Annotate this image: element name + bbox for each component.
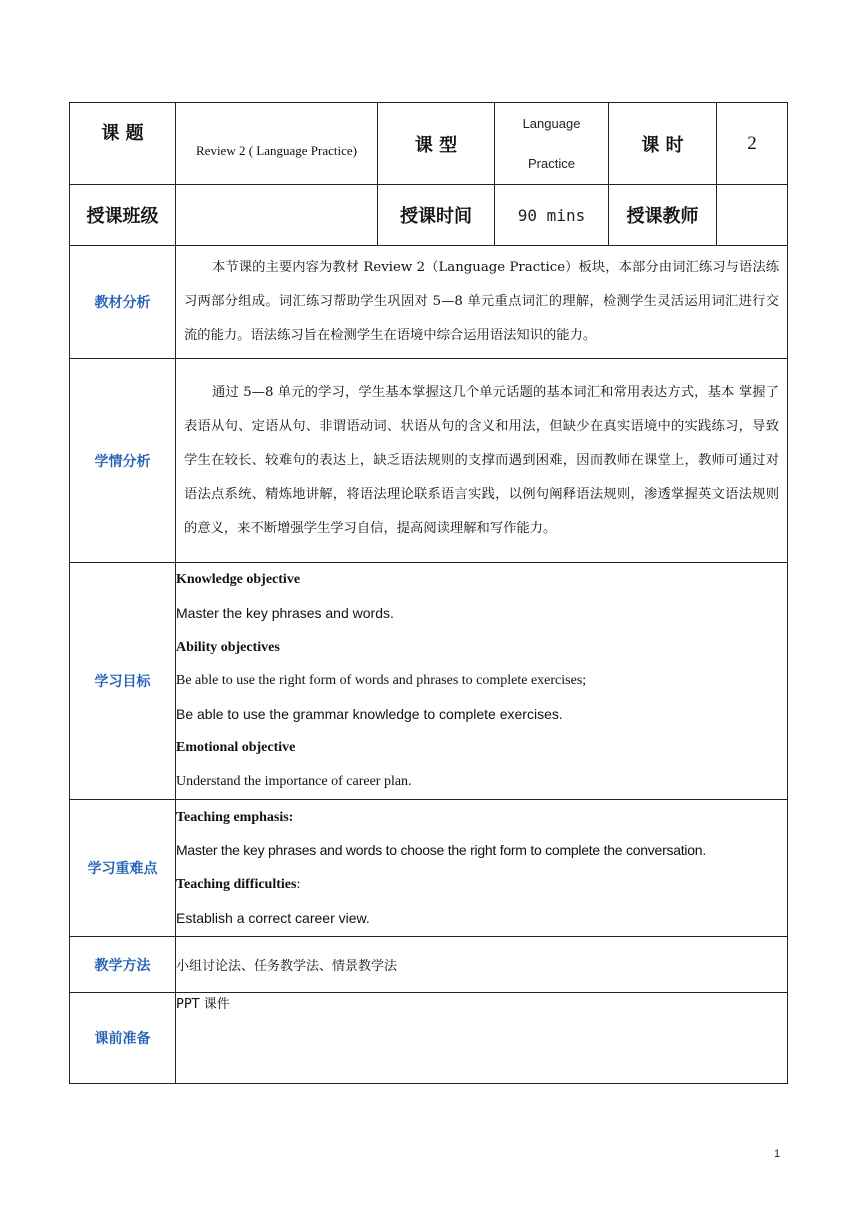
header-row-2 bbox=[70, 185, 788, 246]
focus-row bbox=[70, 800, 788, 937]
preparation-label: 课前准备 bbox=[70, 993, 176, 1084]
difficulties-text: Establish a correct career view. bbox=[176, 909, 370, 926]
header-row-1 bbox=[70, 103, 788, 185]
type-value-line1: Language bbox=[522, 115, 581, 131]
students-row bbox=[70, 359, 788, 563]
difficulties-title: Teaching difficulties bbox=[176, 877, 297, 892]
knowledge-title: Knowledge objective bbox=[176, 572, 301, 588]
emphasis-title: Teaching emphasis: bbox=[176, 809, 294, 825]
methods-row bbox=[70, 937, 788, 993]
teacher-value bbox=[717, 185, 788, 246]
teacher-label: 授课教师 bbox=[609, 185, 717, 246]
type-value bbox=[495, 103, 609, 185]
class-label: 授课班级 bbox=[70, 185, 176, 246]
material-text: 本节课的主要内容为教材 Review 2（Language Practice）板块，本部分由词汇练习与语法练习两部分组成。词汇练习帮助学生巩固对 5—8 单元重点词汇的理解，检测学生灵活运用词汇进行交流的能力。语法练习旨在检测学生在语境中综合运用语法知识的能力。 bbox=[184, 260, 779, 343]
type-value-line2: Practice bbox=[528, 155, 575, 171]
material-label: 教材分析 bbox=[70, 246, 176, 359]
methods-text: 小组讨论法、任务教学法、情景教学法 bbox=[176, 937, 788, 993]
focus-label: 学习重难点 bbox=[70, 800, 176, 937]
ability-text-1: Be able to use the right form of words and phrases to complete exercises; bbox=[176, 673, 587, 689]
emphasis-text: Master the key phrases and words to choose the right form to complete the conversation. bbox=[176, 842, 706, 859]
period-value: 2 bbox=[717, 103, 788, 185]
students-label: 学情分析 bbox=[70, 359, 176, 563]
students-content bbox=[176, 359, 788, 563]
preparation-row bbox=[70, 993, 788, 1084]
time-value: 90 mins bbox=[495, 185, 609, 246]
objectives-row bbox=[70, 563, 788, 800]
period-label: 课 时 bbox=[609, 103, 717, 185]
methods-label: 教学方法 bbox=[70, 937, 176, 993]
emotional-text: Understand the importance of career plan. bbox=[176, 773, 412, 789]
page-number: 1 bbox=[774, 1148, 781, 1160]
emotional-title: Emotional objective bbox=[176, 740, 296, 756]
difficulties-colon: : bbox=[296, 877, 301, 892]
material-content bbox=[176, 246, 788, 359]
focus-content bbox=[176, 800, 788, 937]
lesson-plan-table bbox=[69, 102, 788, 1084]
material-row bbox=[70, 246, 788, 359]
ability-title: Ability objectives bbox=[176, 639, 280, 655]
topic-label: 课 题 bbox=[70, 103, 176, 185]
topic-value: Review 2 ( Language Practice) bbox=[176, 103, 378, 185]
difficulties-heading bbox=[176, 868, 787, 902]
preparation-text: PPT 课件 bbox=[176, 993, 788, 1084]
ability-text-2: Be able to use the grammar knowledge to complete exercises. bbox=[176, 705, 563, 722]
time-label: 授课时间 bbox=[378, 185, 495, 246]
knowledge-text: Master the key phrases and words. bbox=[176, 605, 394, 622]
objectives-label: 学习目标 bbox=[70, 563, 176, 800]
students-text: 通过 5—8 单元的学习，学生基本掌握这几个单元话题的基本词汇和常用表达方式，基本 掌握了表语从句、定语从句、非谓语动词、状语从句的含义和用法，但缺少在真实语境中的实践练习，导致学生在较长、较难句的表达上，缺乏语法规则的支撑而遇到困难，因而教师在课堂上，教师可通过对语法点系统、精炼地讲解，将语法理论联系语言实践，以例句阐释语法规则，渗透掌握英文语法规则的意义，来不断增强学生学习自信，提高阅读理解和写作能力。 bbox=[184, 384, 779, 536]
type-label: 课 型 bbox=[378, 103, 495, 185]
objectives-content bbox=[176, 563, 788, 800]
class-value bbox=[176, 185, 378, 246]
